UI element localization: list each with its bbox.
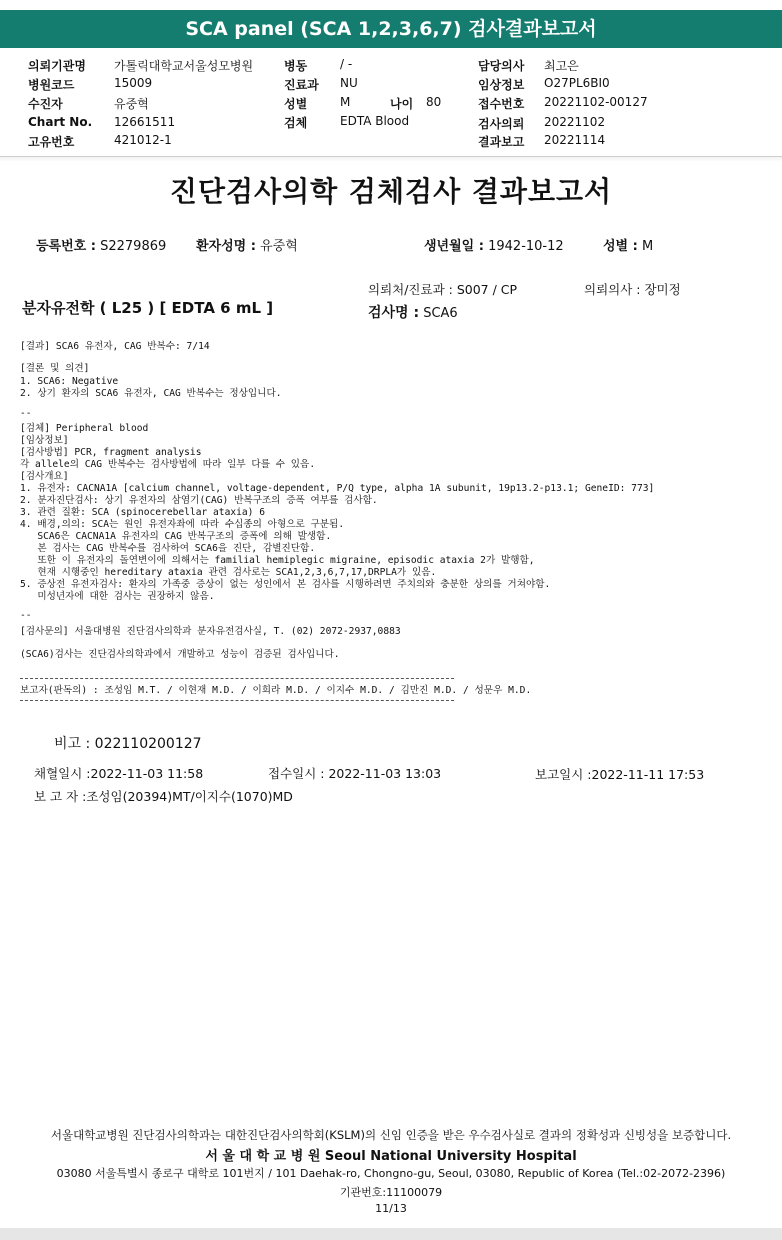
dob-label: 생년월일 : — [424, 239, 484, 254]
report-date-label: 결과보고 — [478, 135, 525, 149]
request-label: 검사의뢰 — [478, 117, 525, 131]
unique-label: 고유번호 — [28, 135, 75, 149]
reg-value: S2279869 — [100, 239, 167, 254]
overview-line-1: 1. 유전자: CACNA1A [calcium channel, voltage-dependent, P/Q type, alpha 1A subunit, 19p13.2-p13.1; GeneID: 773] — [20, 483, 655, 494]
collect-label: 채혈일시 : — [34, 766, 91, 781]
chart-label: Chart No. — [28, 115, 93, 129]
overview-line-5: SCA6은 CACNA1A 유전자의 CAG 반복구조의 증폭에 의해 발생함. — [20, 531, 332, 542]
receive-label: 접수일시 : — [268, 766, 325, 781]
patient-label: 수진자 — [28, 97, 63, 111]
name-label: 환자성명 : — [196, 239, 256, 254]
method-line: [검사방법] PCR, fragment analysis — [20, 447, 202, 458]
hospital-label: 의뢰기관명 — [28, 59, 86, 73]
specimen-value: EDTA Blood — [340, 114, 410, 128]
page-number: 11/13 — [375, 1202, 407, 1215]
overview-line-2: 2. 분자진단검사: 상기 유전자의 삼염기(CAG) 반복구조의 증폭 여부를 검사함. — [20, 495, 378, 506]
note-value: 022110200127 — [94, 736, 202, 752]
section-label: 분자유전학 ( L25 ) [ EDTA 6 mL ] — [22, 299, 274, 317]
age-label: 나이 — [390, 97, 414, 111]
patient-value: 유중혁 — [114, 97, 149, 111]
sex2-label: 성별 : — [603, 239, 638, 254]
doctor-value: 최고은 — [544, 59, 579, 73]
age-value: 80 — [426, 95, 442, 109]
report-title: 진단검사의학 검체검사 결과보고서 — [169, 175, 613, 208]
specimen-line: [검체] Peripheral blood — [20, 423, 149, 434]
report-banner-title: SCA panel (SCA 1,2,3,6,7) 검사결과보고서 — [0, 10, 782, 48]
header-divider — [0, 156, 782, 162]
reportdt-label: 보고일시 : — [535, 767, 592, 782]
request-value: 20221102 — [544, 115, 606, 129]
receipt-label: 접수번호 — [478, 97, 525, 111]
ward-value: / - — [340, 57, 353, 71]
overview-line-10: 미성년자에 대한 검사는 권장하지 않음. — [20, 591, 215, 602]
test-label: 검사명 : — [368, 305, 420, 321]
collect-value: 2022-11-03 11:58 — [90, 766, 204, 781]
reporters-line: 보고자(판독의) : 조성임 M.T. / 이현재 M.D. / 이희라 M.D. / 이지수 M.D. / 김만진 M.D. / 성문우 M.D. — [20, 685, 532, 696]
chart-value: 12661511 — [114, 115, 176, 129]
code-value: 15009 — [114, 76, 153, 90]
dashed-rule-bottom — [20, 700, 454, 701]
overview-line-4: 4. 배경,의의: SCA는 원인 유전자좌에 따라 수십종의 아형으로 구분됨. — [20, 519, 345, 530]
receipt-value: 20221102-00127 — [544, 95, 648, 109]
sex2-value: M — [641, 239, 654, 254]
name-value: 유중혁 — [260, 239, 298, 254]
referral-value: S007 / CP — [456, 282, 518, 297]
doctor-label: 담당의사 — [478, 59, 525, 73]
unique-value: 421012-1 — [114, 133, 172, 147]
conclusion-line-1: 1. SCA6: Negative — [20, 376, 119, 387]
footer-hospital-name: 서 울 대 학 교 병 원 Seoul National University Hospital — [205, 1149, 577, 1164]
overview-line-8: 현재 시행중인 hereditary ataxia 관련 검사로는 SCA1,2,3,6,7,17,DRPLA가 있음. — [20, 567, 437, 578]
overview-header: [검사개요] — [20, 471, 69, 482]
method-note-line: 각 allele의 CAG 반복수는 검사방법에 따라 일부 다를 수 있음. — [20, 459, 316, 470]
dashed-rule-top — [20, 678, 454, 679]
conclusion-line-2: 2. 상기 환자의 SCA6 유전자, CAG 반복수는 정상입니다. — [20, 388, 282, 399]
dob-value: 1942-10-12 — [488, 239, 564, 254]
conclusion-header: [결론 및 의견] — [20, 363, 90, 374]
overview-line-7: 또한 이 유전자의 돌연변이에 의해서는 familial hemiplegic migraine, episodic ataxia 2가 발행함, — [20, 555, 535, 566]
clinical-info-line: [임상정보] — [20, 435, 69, 446]
footer-address: 03080 서울특별시 종로구 대학로 101번지 / 101 Daehak-ro, Chongno-gu, Seoul, 03080, Republic of Korea (Tel.:02-2072-2396) — [56, 1167, 726, 1180]
sex-value: M — [340, 95, 351, 109]
note-label: 비고 : — [54, 736, 91, 752]
hospital-value: 가톨릭대학교서울성모병원 — [114, 59, 254, 73]
requester-value: 장미정 — [644, 282, 681, 297]
overview-line-9: 5. 증상전 유전자검사: 환자의 가족중 증상이 없는 성인에서 본 검사를 시행하려면 주치의와 충분한 상의를 거쳐야함. — [20, 579, 551, 590]
specimen-label: 검체 — [284, 116, 308, 130]
certification-text: 서울대학교병원 진단검사의학과는 대한진단검사의학회(KSLM)의 신임 인증을 받은 우수검사실로 결과의 정확성과 신빙성을 보증합니다. — [50, 1128, 732, 1142]
overview-line-3: 3. 관련 질환: SCA (spinocerebellar ataxia) 6 — [20, 507, 266, 518]
reporter-value: 조성임(20394)MT/이지수(1070)MD — [86, 789, 293, 804]
requester-label: 의뢰의사 : — [584, 282, 641, 297]
separator-1: -- — [20, 408, 32, 419]
report-date-value: 20221114 — [544, 133, 606, 147]
test-value: SCA6 — [423, 306, 458, 321]
reporter-label: 보 고 자 : — [34, 789, 87, 804]
institution-number: 기관번호:11100079 — [339, 1186, 443, 1199]
validation-line: (SCA6)검사는 진단검사의학과에서 개발하고 성능이 검증된 검사입니다. — [20, 649, 340, 660]
reportdt-value: 2022-11-11 17:53 — [591, 767, 705, 782]
overview-line-6: 본 검사는 CAG 반복수를 검사하여 SCA6을 진단, 감별진단함. — [20, 543, 316, 554]
referral-label: 의뢰처/진료과 : — [368, 282, 453, 297]
dept-value: NU — [340, 76, 358, 90]
result-line: [결과] SCA6 유전자, CAG 반복수: 7/14 — [20, 341, 210, 352]
inquiry-line: [검사문의] 서울대병원 진단검사의학과 분자유전검사실, T. (02) 2072-2937,0883 — [20, 626, 401, 637]
sex-label: 성별 — [284, 97, 308, 111]
receive-value: 2022-11-03 13:03 — [328, 766, 442, 781]
clinical-label: 임상정보 — [478, 78, 525, 92]
code-label: 병원코드 — [28, 78, 75, 92]
clinical-value: O27PL6BI0 — [544, 76, 610, 90]
dept-label: 진료과 — [284, 78, 319, 92]
ward-label: 병동 — [284, 59, 308, 73]
reg-label: 등록번호 : — [36, 239, 96, 254]
separator-2: -- — [20, 610, 32, 621]
